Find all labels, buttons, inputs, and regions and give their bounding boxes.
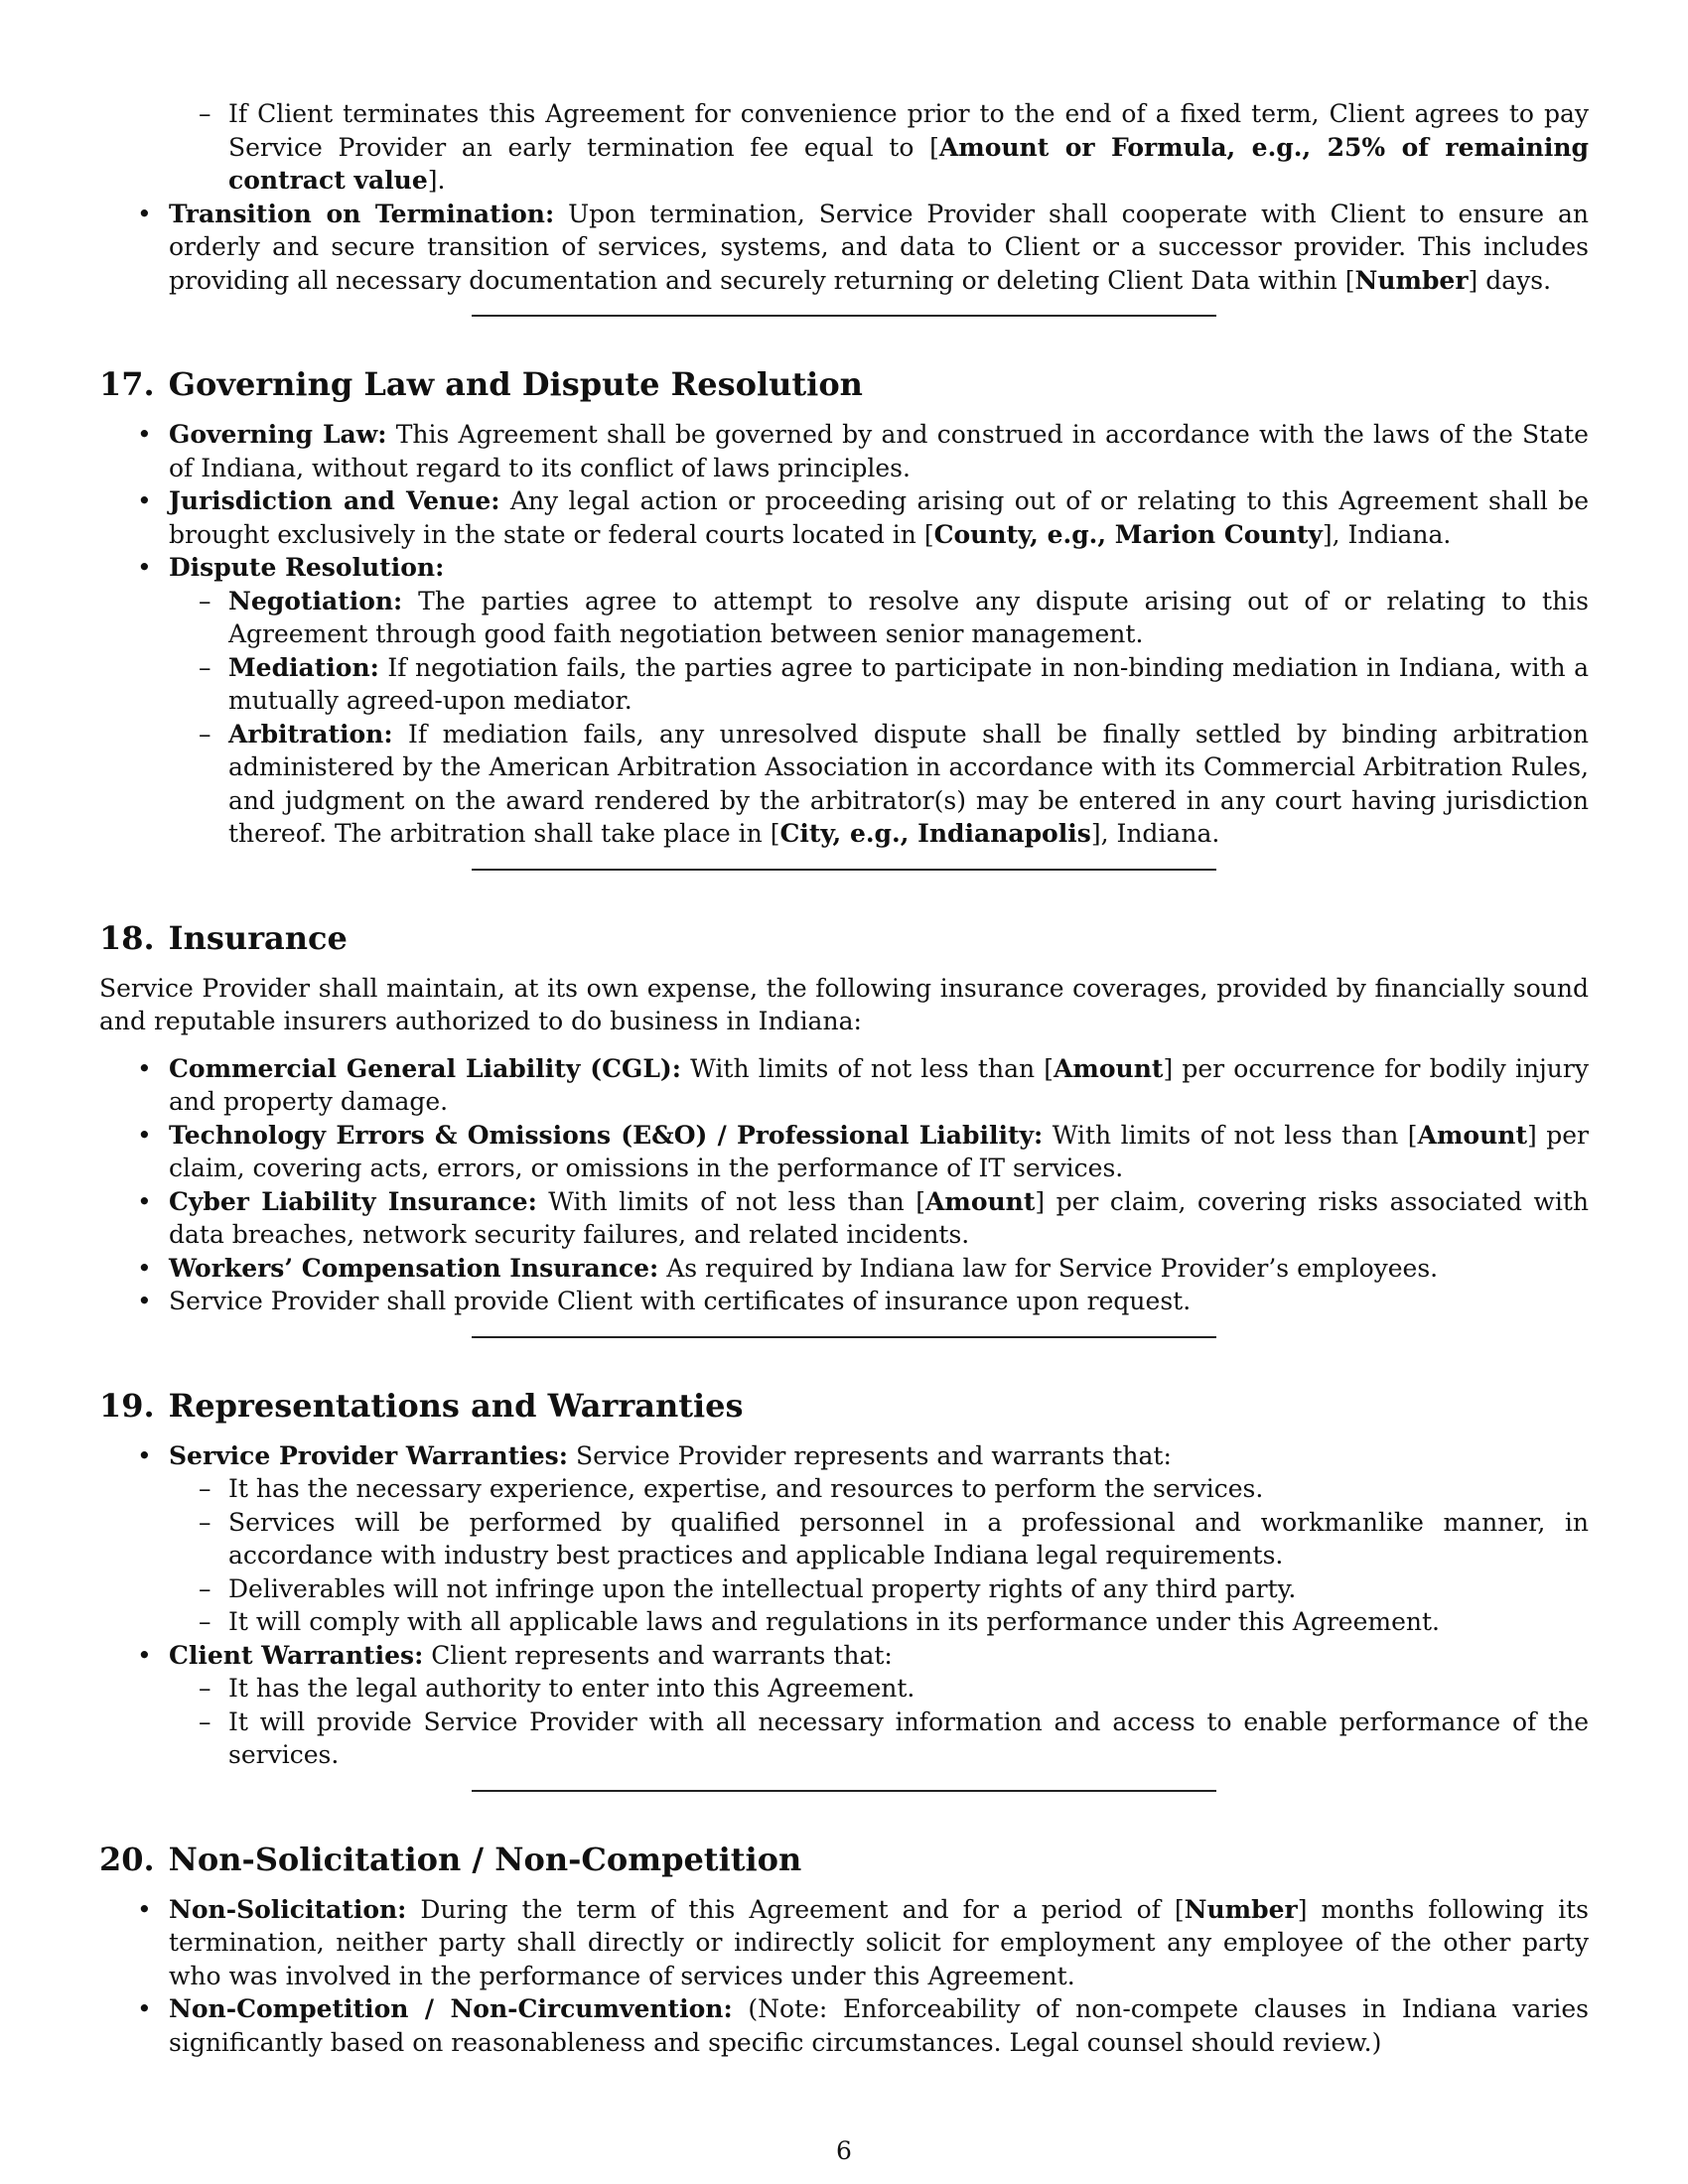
arbitration-clause <box>169 718 1589 851</box>
clause-text: ] days. <box>1468 265 1552 295</box>
section-divider <box>472 1336 1216 1338</box>
placeholder-number: Number <box>1184 1894 1298 1924</box>
clause-text: With limits of not less than [ <box>680 1053 1054 1083</box>
termination-subclauses <box>169 97 1589 198</box>
clause-label: Client Warranties: <box>169 1640 424 1670</box>
client-warranties-clause <box>99 1639 1589 1772</box>
clause-label: Cyber Liability Insurance: <box>169 1186 537 1216</box>
clause-text: As required by Indiana law for Service Provider’s employees. <box>658 1253 1439 1283</box>
clause-text: Service Provider represents and warrants that: <box>568 1440 1172 1470</box>
clause-label: Negotiation: <box>228 586 403 615</box>
section-18-list <box>99 1052 1589 1318</box>
dispute-resolution-clause <box>99 551 1589 851</box>
section-number: 17. <box>99 365 155 403</box>
placeholder-county: County, e.g., Marion County <box>933 519 1323 549</box>
placeholder-amount: Amount <box>1417 1120 1527 1150</box>
clause-text: (Note: Enforceability of non-compete clauses in Indiana varies significantly based on reasonableness and specific circumstances. Legal counsel should review.) <box>169 1994 1589 2057</box>
clause-text: ], Indiana. <box>1322 519 1452 549</box>
section-title: Representations and Warranties <box>168 1386 744 1425</box>
section-heading-20 <box>99 1840 1589 1879</box>
section-17-list <box>99 418 1589 851</box>
clause-label: Non-Solicitation: <box>169 1894 407 1924</box>
section-heading-17 <box>99 364 1589 404</box>
clause-text: ] per claim, covering acts, errors, or omissions in the performance of IT services. <box>169 1120 1589 1182</box>
clause-text: With limits of not less than [ <box>536 1186 925 1216</box>
non-competition-clause <box>99 1992 1589 2059</box>
clause-label: Commercial General Liability (CGL): <box>169 1053 681 1083</box>
certificates-clause: • Service Provider shall provide Client with certificates of insurance upon request. <box>99 1285 1589 1318</box>
clause-label: Technology Errors & Omissions (E&O) / Professional Liability: <box>169 1120 1044 1150</box>
section-number: 19. <box>99 1386 155 1425</box>
placeholder-amount: Amount <box>924 1186 1036 1216</box>
clause-text: If negotiation fails, the parties agree to participate in non-binding mediation in Indiana, with a mutually agreed-upon mediator. <box>228 652 1589 715</box>
clause-label: Workers’ Compensation Insurance: <box>169 1253 659 1283</box>
dispute-resolution-sublist <box>99 585 1589 851</box>
clause-label: Mediation: <box>228 652 379 682</box>
warranty-item: – Services will be performed by qualified personnel in a professional and workmanlike manner, in accordance with industry best practices and applicable Indiana legal requirements. <box>169 1506 1589 1572</box>
governing-law-clause <box>99 418 1589 484</box>
clause-text: During the term of this Agreement and for a period of [ <box>406 1894 1185 1924</box>
negotiation-clause <box>169 585 1589 651</box>
warranty-item: – It will comply with all applicable laws and regulations in its performance under this Agreement. <box>169 1605 1589 1639</box>
section-heading-19 <box>99 1386 1589 1426</box>
page-number: 6 <box>836 2136 852 2165</box>
clause-label: Non-Competition / Non-Circumvention: <box>169 1994 733 2023</box>
clause-text: ] per occurrence for bodily injury and property damage. <box>169 1053 1589 1116</box>
warranty-item: – Deliverables will not infringe upon the intellectual property rights of any third party. <box>169 1572 1589 1606</box>
termination-list <box>99 198 1589 298</box>
insurance-intro-paragraph: Service Provider shall maintain, at its own expense, the following insurance coverages, provided by financially sound and reputable insurers authorized to do business in Indiana: <box>99 973 1589 1035</box>
section-title: Insurance <box>168 918 348 957</box>
clause-text: If mediation fails, any unresolved dispute shall be finally settled by binding arbitration administered by the American Arbitration Association in accordance with its Commercial Arbitration Rules, and judgment on the award rendered by the arbitrator(s) may be entered in any court having jurisdiction thereof. The arbitration shall take place in [ <box>228 719 1589 848</box>
clause-text: The parties agree to attempt to resolve any dispute arising out of or relating to this Agreement through good faith negotiation between senior management. <box>228 586 1589 648</box>
placeholder-amount-formula: Amount or Formula, e.g., 25% of remaining contract value <box>228 132 1589 195</box>
service-provider-warranties-clause <box>99 1439 1589 1639</box>
clause-text: ] months following its termination, neither party shall directly or indirectly solicit for employment any employee of the other party who was involved in the performance of services under this Agreement. <box>169 1894 1590 1990</box>
section-title: Governing Law and Dispute Resolution <box>168 365 863 403</box>
page-content <box>99 97 1589 2059</box>
placeholder-amount: Amount <box>1054 1053 1164 1083</box>
section-number: 20. <box>99 1840 155 1878</box>
transition-on-termination-clause <box>99 198 1589 298</box>
clause-label: Service Provider Warranties: <box>169 1440 568 1470</box>
section-heading-18 <box>99 918 1589 958</box>
section-divider <box>472 869 1216 871</box>
section-divider <box>472 315 1216 317</box>
placeholder-number: Number <box>1354 265 1469 295</box>
warranty-item: – It will provide Service Provider with all necessary information and access to enable performance of the services. <box>169 1706 1589 1772</box>
clause-label: Jurisdiction and Venue: <box>169 486 500 515</box>
clause-text: Client represents and warrants that: <box>423 1640 893 1670</box>
provider-warranties-sublist <box>99 1472 1589 1639</box>
warranty-item: – It has the necessary experience, expertise, and resources to perform the services. <box>169 1472 1589 1506</box>
clause-label: Dispute Resolution: <box>169 553 445 582</box>
clause-text: Any legal action or proceeding arising out of or relating to this Agreement shall be brought exclusively in the state or federal courts located in [ <box>169 486 1590 549</box>
clause-text: ]. <box>427 166 446 195</box>
section-number: 18. <box>99 918 155 957</box>
non-solicitation-clause <box>99 1893 1589 1993</box>
clause-text: This Agreement shall be governed by and construed in accordance with the laws of the State of Indiana, without regard to its conflict of laws principles. <box>169 420 1589 482</box>
early-termination-fee-clause <box>169 97 1589 198</box>
mediation-clause <box>169 651 1589 718</box>
cyber-liability-clause <box>99 1185 1589 1252</box>
section-20-list <box>99 1893 1589 2060</box>
warranty-item: – It has the legal authority to enter into this Agreement. <box>169 1672 1589 1706</box>
errors-omissions-clause <box>99 1119 1589 1185</box>
clause-text: ] per claim, covering risks associated with data breaches, network security failures, and related incidents. <box>169 1186 1589 1249</box>
section-title: Non-Solicitation / Non-Competition <box>168 1840 802 1878</box>
clause-label: Governing Law: <box>169 420 387 449</box>
jurisdiction-venue-clause <box>99 484 1589 551</box>
clause-label: Arbitration: <box>228 719 393 749</box>
placeholder-city: City, e.g., Indianapolis <box>779 819 1091 848</box>
clause-text: Upon termination, Service Provider shall cooperate with Client to ensure an orderly and secure transition of services, systems, and data to Client or a successor provider. This includes providing all necessary documentation and securely returning or deleting Client Data within [ <box>169 199 1589 295</box>
clause-text: With limits of not less than [ <box>1043 1120 1418 1150</box>
cgl-clause <box>99 1052 1589 1119</box>
client-warranties-sublist <box>99 1672 1589 1772</box>
clause-label: Transition on Termination: <box>169 199 555 228</box>
workers-compensation-clause <box>99 1252 1589 1286</box>
section-divider <box>472 1790 1216 1792</box>
clause-text: ], Indiana. <box>1090 819 1220 848</box>
section-19-list <box>99 1439 1589 1772</box>
clause-text: If Client terminates this Agreement for convenience prior to the end of a fixed term, Client agrees to pay Service Provider an early termination fee equal to [ <box>228 99 1589 162</box>
